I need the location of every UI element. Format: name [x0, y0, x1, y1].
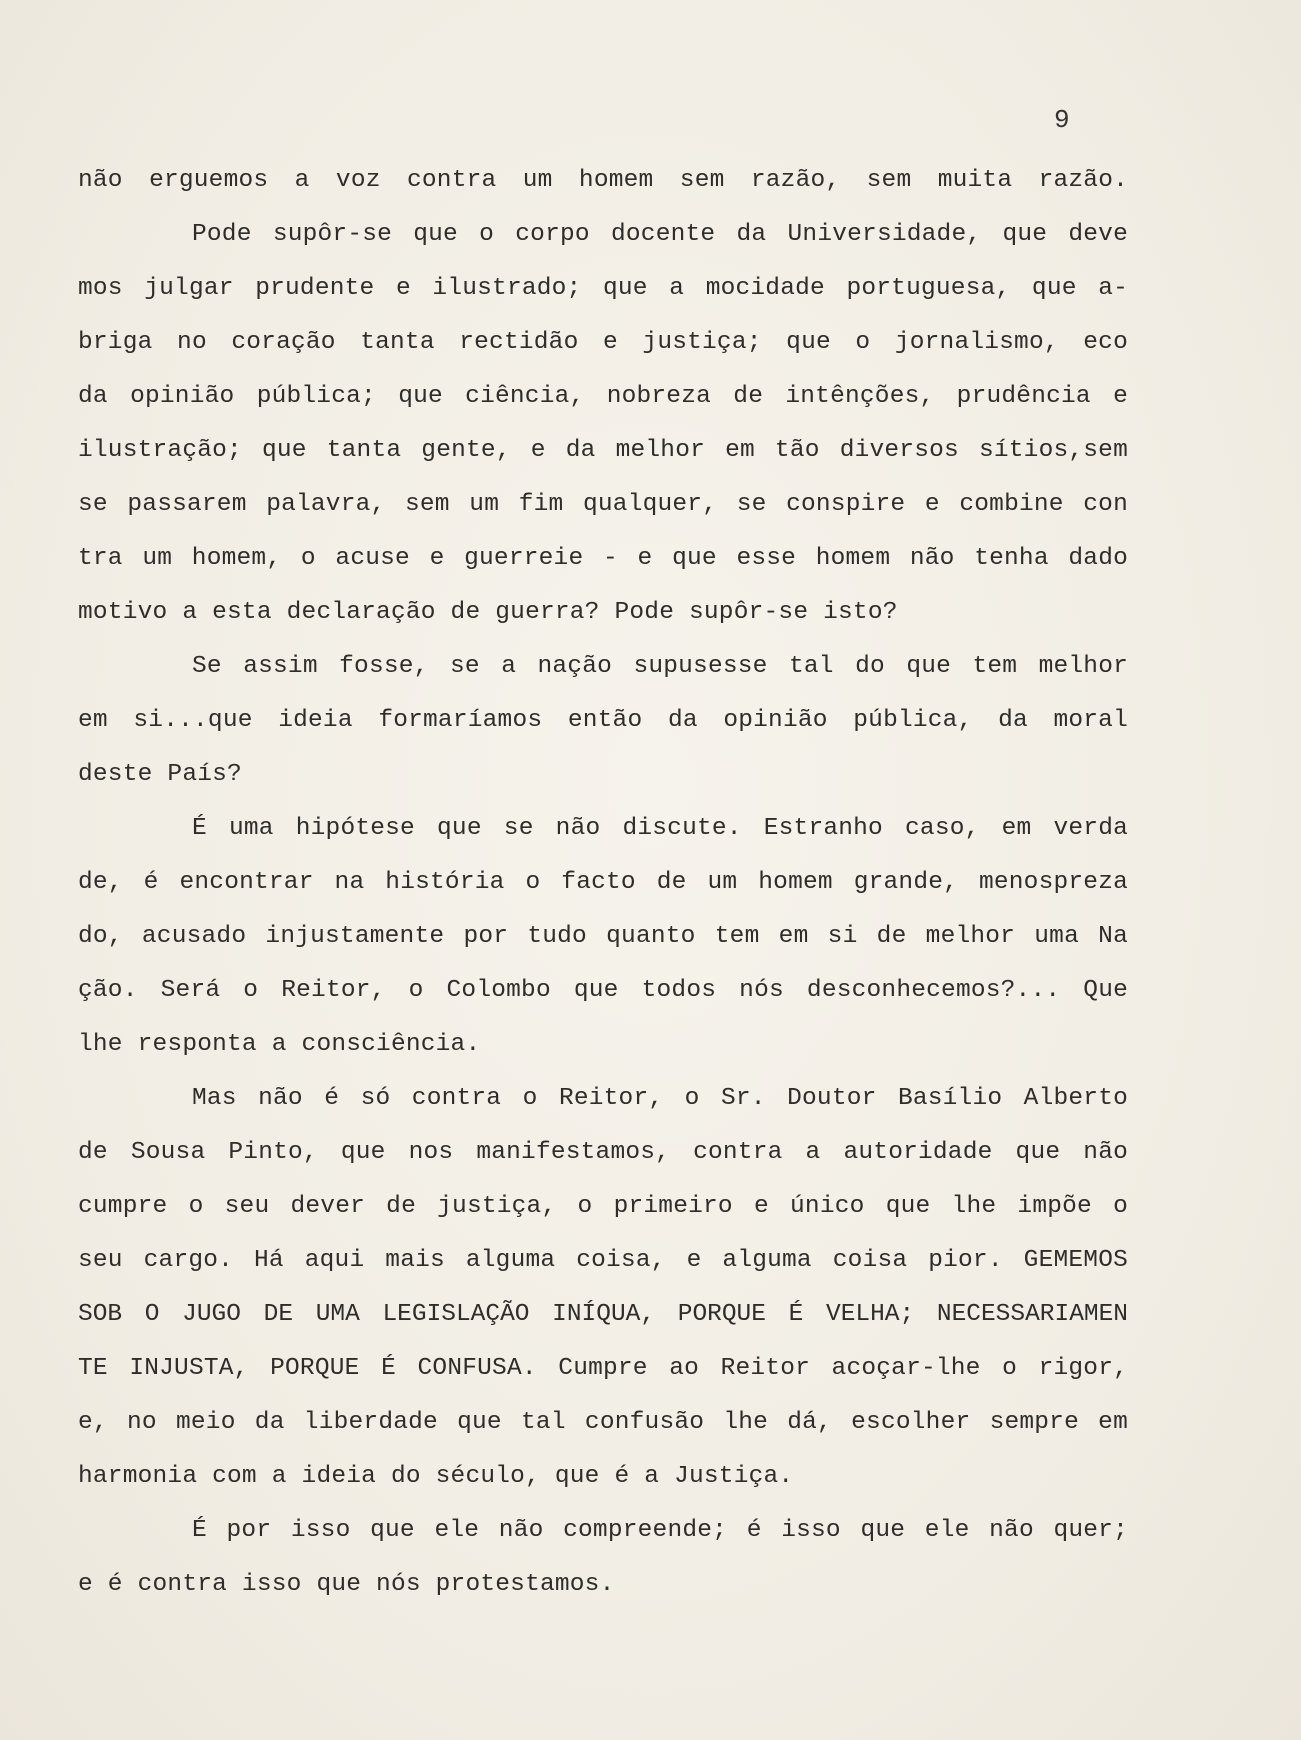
text-line: cumpre o seu dever de justiça, o primeiro e único que lhe impõe o — [78, 1193, 1128, 1220]
text-line: motivo a esta declaração de guerra? Pode supôr-se isto? — [78, 599, 898, 626]
text-line: Se assim fosse, se a nação supusesse tal do que tem melhor — [192, 653, 1128, 680]
text-line: Pode supôr-se que o corpo docente da Universidade, que deve — [192, 221, 1128, 248]
text-line: briga no coração tanta rectidão e justiça; que o jornalismo, eco — [78, 329, 1128, 356]
text-line: da opinião pública; que ciência, nobreza de intênções, prudência e — [78, 383, 1128, 410]
text-line: deste País? — [78, 761, 242, 788]
body-text — [78, 154, 1128, 1612]
text-line: TE INJUSTA, PORQUE É CONFUSA. Cumpre ao Reitor acoçar-lhe o rigor, — [78, 1355, 1128, 1382]
text-line: tra um homem, o acuse e guerreie - e que esse homem não tenha dado — [78, 545, 1128, 572]
text-line: não erguemos a voz contra um homem sem razão, sem muita razão. — [78, 167, 1128, 194]
text-line: SOB O JUGO DE UMA LEGISLAÇÃO INÍQUA, PORQUE É VELHA; NECESSARIAMEN — [78, 1301, 1128, 1328]
text-line: de, é encontrar na história o facto de um homem grande, menospreza — [78, 869, 1128, 896]
text-line: em si...que ideia formaríamos então da opinião pública, da moral — [78, 707, 1128, 734]
text-line: lhe responta a consciência. — [78, 1031, 481, 1058]
text-line: se passarem palavra, sem um fim qualquer, se conspire e combine con — [78, 491, 1128, 518]
text-line: de Sousa Pinto, que nos manifestamos, contra a autoridade que não — [78, 1139, 1128, 1166]
text-line: É por isso que ele não compreende; é isso que ele não quer; — [192, 1517, 1128, 1544]
text-line: ilustração; que tanta gente, e da melhor em tão diversos sítios,sem — [78, 437, 1128, 464]
text-line: É uma hipótese que se não discute. Estranho caso, em verda — [192, 815, 1128, 842]
text-line: harmonia com a ideia do século, que é a Justiça. — [78, 1463, 794, 1490]
page-number: 9 — [1054, 105, 1070, 135]
text-line: mos julgar prudente e ilustrado; que a mocidade portuguesa, que a- — [78, 275, 1128, 302]
text-line: Mas não é só contra o Reitor, o Sr. Doutor Basílio Alberto — [192, 1085, 1128, 1112]
text-line: e, no meio da liberdade que tal confusão lhe dá, escolher sempre em — [78, 1409, 1128, 1436]
text-line: do, acusado injustamente por tudo quanto tem em si de melhor uma Na — [78, 923, 1128, 950]
text-line: e é contra isso que nós protestamos. — [78, 1571, 615, 1598]
text-line: ção. Será o Reitor, o Colombo que todos nós desconhecemos?... Que — [78, 977, 1128, 1004]
text-line: seu cargo. Há aqui mais alguma coisa, e alguma coisa pior. GEMEMOS — [78, 1247, 1128, 1274]
